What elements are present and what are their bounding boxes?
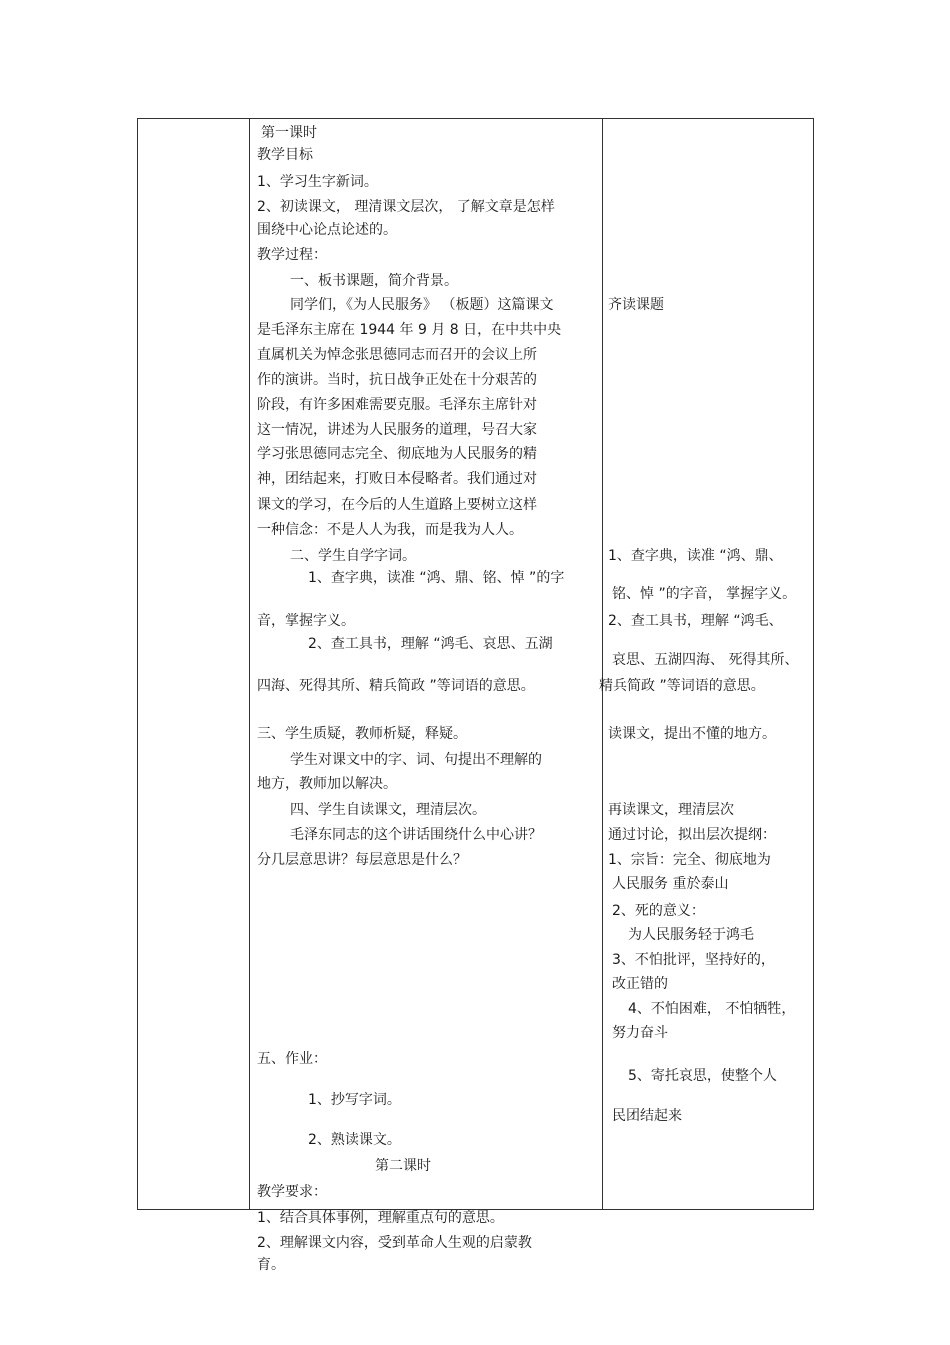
intro-line: 一种信念：不是人人为我，而是我为人人。 xyxy=(257,522,523,538)
column-divider-right xyxy=(602,118,603,1210)
goal-2-cont: 围绕中心论点论述的。 xyxy=(257,222,397,238)
outline-point-2-cont: 为人民服务轻于鸿毛 xyxy=(628,927,754,943)
student-step2-cont2: 精兵简政 ”等词语的意思。 xyxy=(599,678,765,694)
requirement-2-cont: 育。 xyxy=(257,1257,285,1273)
goal-1: 1、学习生字新词。 xyxy=(257,174,378,190)
intro-line: 阶段，有许多困难需要克服。毛泽东主席针对 xyxy=(257,397,537,413)
student-step2: 2、查工具书，理解 “鸿毛、 xyxy=(608,613,783,629)
step3-heading: 三、学生质疑，教师析疑，释疑。 xyxy=(257,726,467,742)
step2-item2: 2、查工具书，理解 “鸿毛、哀思、五湖 xyxy=(308,636,553,652)
step2-heading: 二、学生自学字词。 xyxy=(290,548,416,564)
intro-line: 直属机关为悼念张思德同志而召开的会议上所 xyxy=(257,347,537,363)
intro-line: 这一情况，讲述为人民服务的道理，号召大家 xyxy=(257,422,537,438)
intro-line: 神，团结起来，打败日本侵略者。我们通过对 xyxy=(257,471,537,487)
outline-point-4: 4、不怕困难， 不怕牺牲， xyxy=(628,1001,796,1017)
intro-line: 课文的学习，在今后的人生道路上要树立这样 xyxy=(257,497,537,513)
step2-item1-cont: 音，掌握字义。 xyxy=(257,613,355,629)
outline-point-5-cont: 民团结起来 xyxy=(612,1108,682,1124)
step3-text-cont: 地方，教师加以解决。 xyxy=(257,776,397,792)
goals-heading: 教学目标 xyxy=(257,147,313,163)
intro-line: 是毛泽东主席在 1944 年 9 月 8 日，在中共中央 xyxy=(257,322,562,338)
step4-question: 毛泽东同志的这个讲话围绕什么中心讲？ xyxy=(290,827,542,843)
student-step1: 1、查字典，读准 “鸿、鼎、 xyxy=(608,548,783,564)
homework-item-1: 1、抄写字词。 xyxy=(308,1092,401,1108)
homework-item-2: 2、熟读课文。 xyxy=(308,1132,401,1148)
intro-line: 同学们，《为人民服务》 （板题）这篇课文 xyxy=(290,297,554,313)
intro-line: 作的演讲。当时，抗日战争正处在十分艰苦的 xyxy=(257,372,537,388)
goal-2: 2、初读课文， 理清课文层次， 了解文章是怎样 xyxy=(257,199,555,215)
outline-point-1: 1、宗旨：完全、彻底地为 xyxy=(608,852,771,868)
student-step1-cont: 铭、悼 ”的字音， 掌握字义。 xyxy=(612,586,797,602)
requirement-1: 1、结合具体事例，理解重点句的意思。 xyxy=(257,1210,504,1226)
homework-heading: 五、作业： xyxy=(257,1051,327,1067)
student-step2-cont: 哀思、五湖四海、 死得其所、 xyxy=(612,652,799,668)
lesson2-title: 第二课时 xyxy=(375,1158,431,1174)
outline-point-2: 2、死的意义： xyxy=(612,903,705,919)
student-read-find: 读课文，提出不懂的地方。 xyxy=(608,726,776,742)
outline-point-3: 3、不怕批评，坚持好的， xyxy=(612,952,775,968)
lesson1-title: 第一课时 xyxy=(261,125,317,141)
outline-point-5: 5、寄托哀思，使整个人 xyxy=(628,1068,777,1084)
step3-text: 学生对课文中的字、词、句提出不理解的 xyxy=(290,752,542,768)
step4-question-cont: 分几层意思讲？每层意思是什么？ xyxy=(257,852,467,868)
student-read-title: 齐读课题 xyxy=(608,297,664,313)
student-discuss: 通过讨论，拟出层次提纲： xyxy=(608,827,776,843)
step2-item2-cont: 四海、死得其所、精兵简政 ”等词语的意思。 xyxy=(257,678,535,694)
outline-point-3-cont: 改正错的 xyxy=(612,976,668,992)
step4-heading: 四、学生自读课文，理清层次。 xyxy=(290,802,486,818)
step1-heading: 一、板书课题，简介背景。 xyxy=(290,273,458,289)
requirements-heading: 教学要求： xyxy=(257,1184,327,1200)
step2-item1: 1、查字典，读准 “鸿、鼎、铭、悼 ”的字 xyxy=(308,570,565,586)
column-divider-left xyxy=(249,118,250,1210)
requirement-2: 2、理解课文内容，受到革命人生观的启蒙教 xyxy=(257,1235,532,1251)
student-reread: 再读课文，理清层次 xyxy=(608,802,734,818)
outline-point-1-cont: 人民服务 重於泰山 xyxy=(612,876,729,892)
process-heading: 教学过程： xyxy=(257,247,327,263)
outline-point-4-cont: 努力奋斗 xyxy=(612,1025,668,1041)
intro-line: 学习张思德同志完全、彻底地为人民服务的精 xyxy=(257,446,537,462)
